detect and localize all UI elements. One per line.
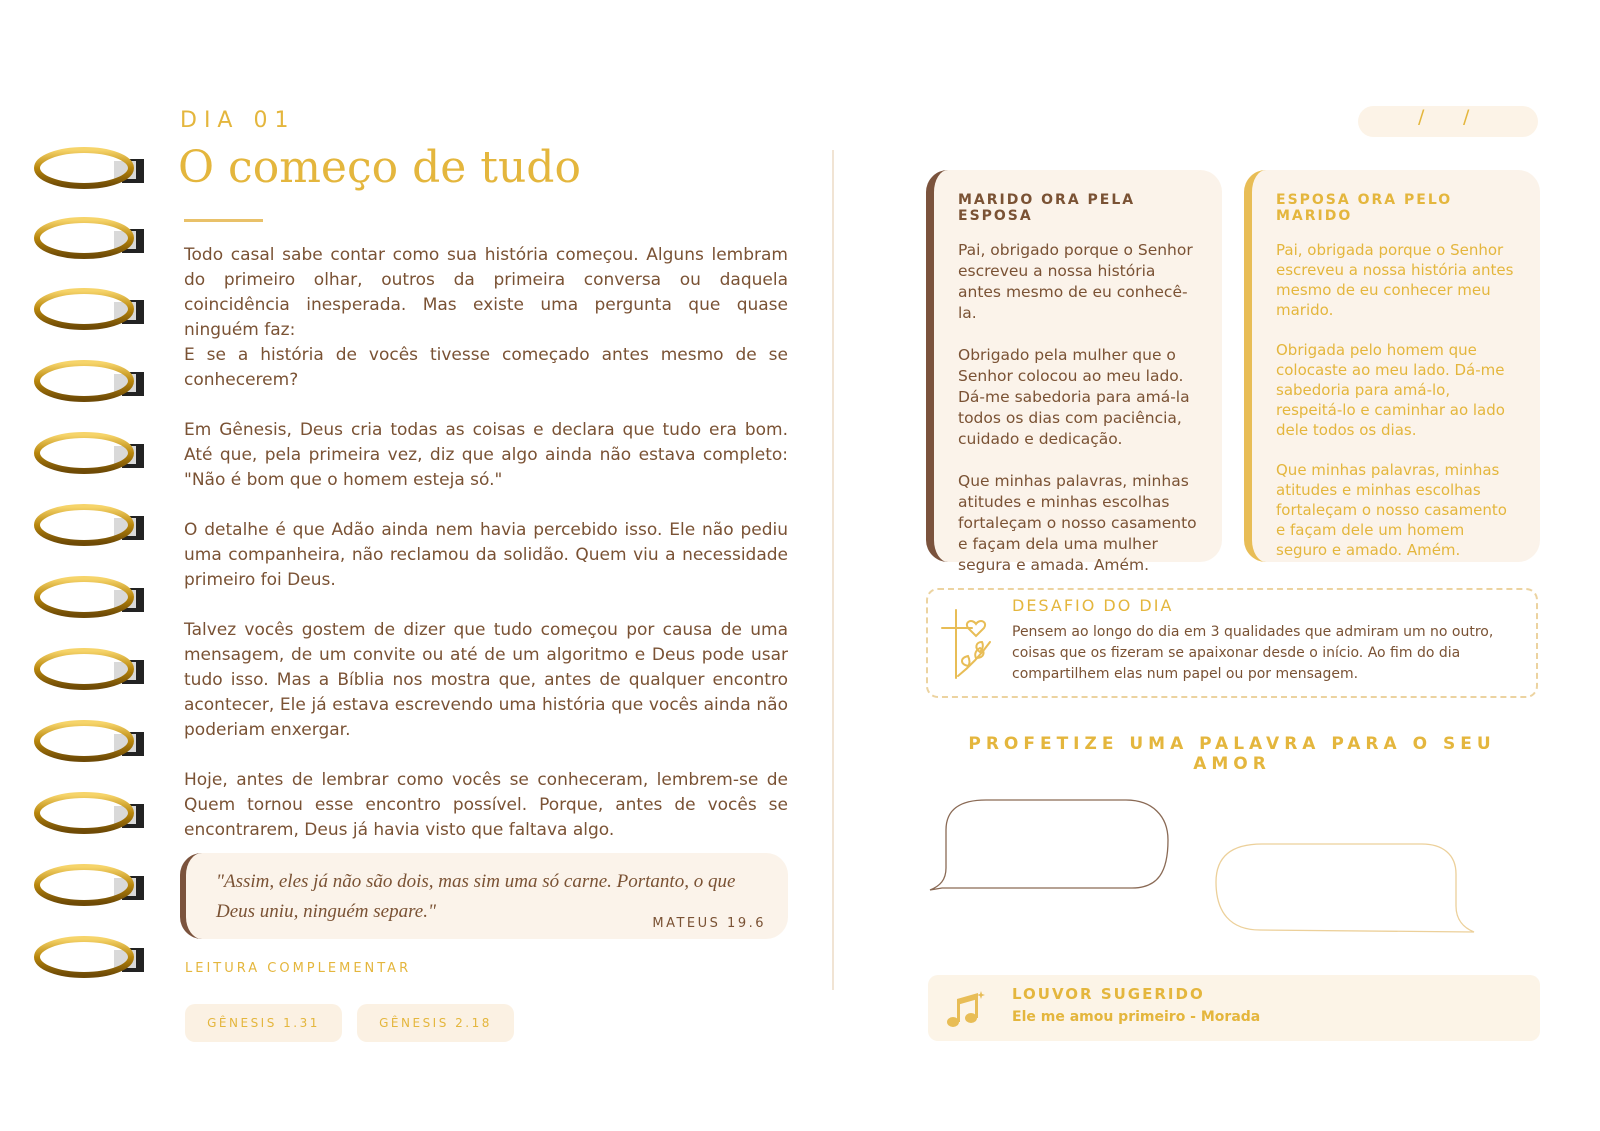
ring-icon xyxy=(34,646,146,692)
ring-icon xyxy=(34,574,146,620)
paragraph: Em Gênesis, Deus cria todas as coisas e declara que tudo era bom. Até que, pela primeira vez, diz que algo ainda não estava completo: "Não é bom que o homem esteja só." xyxy=(184,420,788,490)
ring-icon xyxy=(34,934,146,980)
ring-icon xyxy=(34,430,146,476)
ring-icon xyxy=(34,790,146,836)
paragraph: Talvez vocês gostem de dizer que tudo começou por causa de uma mensagem, de um convite ou até de um algoritmo e Deus pode usar tudo isso. Mas a Bíblia nos mostra que, antes de qualquer encontro acontecer, Ele já estava escrevendo uma história que vocês ainda não poderiam enxergar. xyxy=(184,620,788,740)
date-separator: / xyxy=(1463,106,1470,128)
ring-icon xyxy=(34,215,146,261)
wife-prayer-card xyxy=(1244,170,1540,562)
prophesy-title: PROFETIZE UMA PALAVRA PARA O SEU AMOR xyxy=(968,734,1496,774)
suggested-worship[interactable] xyxy=(928,975,1540,1041)
page-divider xyxy=(832,150,834,990)
music-title: LOUVOR SUGERIDO xyxy=(1012,985,1205,1003)
devotional-text xyxy=(184,243,788,868)
wife-prayer-text: Pai, obrigada porque o Senhor escreveu a nossa história antes mesmo de eu conhecer meu marido. Obrigada pelo homem que colocaste ao meu lado. Dá-me sabedoria para amá-lo, respeitá-lo e caminhar ao lado dele todos os dias. Que minhas palavras, minhas atitudes e minhas escolhas fortaleçam o nosso casamento e façam dele um homem seguro e amado. Amém. xyxy=(1276,241,1514,559)
paragraph: Hoje, antes de lembrar como vocês se conheceram, lembrem-se de Quem tornou esse encontro possível. Porque, antes de vocês se encontrarem, Deus já havia visto que faltava algo. xyxy=(184,770,788,840)
day-label: DIA 01 xyxy=(180,108,296,133)
ring-icon xyxy=(34,718,146,764)
title-underline xyxy=(184,219,263,222)
wife-prayer-title: ESPOSA ORA PELO MARIDO xyxy=(1276,192,1453,224)
husband-prayer-card xyxy=(926,170,1222,574)
cross-heart-icon xyxy=(938,606,1002,682)
date-field[interactable] xyxy=(1358,106,1538,137)
husband-prayer-text: Pai, obrigado porque o Senhor escreveu a nossa história antes mesmo de eu conhecê-la. Obrigado pela mulher que o Senhor colocou ao meu lado. Dá-me sabedoria para amá-la todos os dias com paciência, cuidado e dedicação. Que minhas palavras, minhas atitudes e minhas escolhas fortaleçam o nosso casamento e façam dela uma mulher segura e amada. Amém. xyxy=(958,241,1197,574)
reading-pill[interactable]: GÊNESIS 1.31 xyxy=(185,1004,342,1042)
music-song: Ele me amou primeiro - Morada xyxy=(1012,1009,1261,1025)
prophecy-bubbles[interactable] xyxy=(926,790,1538,940)
paragraph: O detalhe é que Adão ainda nem havia percebido isso. Ele não pediu uma companheira, não reclamou da solidão. Quem viu a necessidade primeiro foi Deus. xyxy=(184,520,788,590)
challenge-title: DESAFIO DO DIA xyxy=(1012,596,1174,615)
daily-challenge xyxy=(926,588,1538,698)
page-title: O começo de tudo xyxy=(178,142,581,193)
reading-title: LEITURA COMPLEMENTAR xyxy=(185,961,412,976)
ring-icon xyxy=(34,145,146,191)
quote-reference: MATEUS 19.6 xyxy=(652,916,766,931)
reading-pill[interactable]: GÊNESIS 2.18 xyxy=(357,1004,514,1042)
speech-bubble-icon xyxy=(1216,844,1474,932)
challenge-text: Pensem ao longo do dia em 3 qualidades que admiram um no outro, coisas que os fizeram se apaixonar desde o início. Ao fim do dia compartilhem elas num papel ou por mensagem. xyxy=(1012,624,1494,682)
ring-icon xyxy=(34,862,146,908)
music-note-icon xyxy=(944,989,986,1031)
ring-icon xyxy=(34,358,146,404)
ring-icon xyxy=(34,502,146,548)
verse-quote xyxy=(180,853,788,939)
paragraph: Todo casal sabe contar como sua história começou. Alguns lembram do primeiro olhar, outros da primeira conversa ou daquela coincidência inesperada. Mas existe uma pergunta que quase ninguém faz: E se a história de vocês tivesse começado antes mesmo de se conhecerem? xyxy=(184,245,788,390)
ring-icon xyxy=(34,286,146,332)
husband-prayer-title: MARIDO ORA PELA ESPOSA xyxy=(958,192,1136,224)
date-separator: / xyxy=(1418,106,1425,128)
speech-bubble-icon xyxy=(930,800,1168,890)
quote-text: "Assim, eles já não são dois, mas sim uma só carne. Portanto, o que Deus uniu, ninguém separe." xyxy=(216,871,736,922)
